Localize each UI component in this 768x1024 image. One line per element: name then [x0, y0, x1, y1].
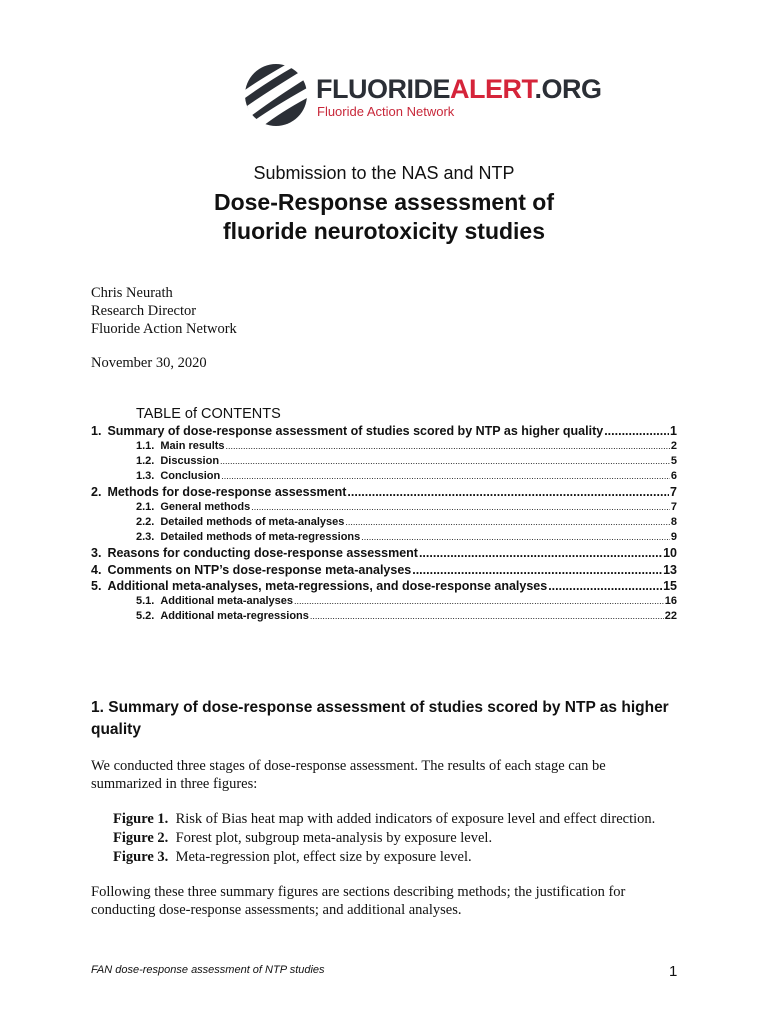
- toc-entry-title: Additional meta-regressions: [160, 609, 309, 622]
- logo-name-part1: FLUORIDE: [316, 74, 450, 104]
- toc-dot-leader: [419, 546, 662, 560]
- toc-entry-title: Additional meta-analyses: [160, 594, 294, 607]
- logo-tagline: Fluoride Action Network: [317, 104, 455, 119]
- fluoride-alert-logo-icon: [245, 62, 307, 128]
- fluoridealert-logo: [245, 62, 602, 128]
- toc-entry-page: 13: [663, 562, 677, 577]
- toc-entry-title: Conclusion: [160, 470, 221, 483]
- toc-entry[interactable]: [91, 440, 677, 455]
- toc-dot-leader: [310, 610, 664, 622]
- author-organization: Fluoride Action Network: [91, 321, 237, 337]
- toc-entry-number: 2.3.: [136, 531, 155, 544]
- figure-label: Figure 2.: [113, 830, 169, 846]
- toc-entry[interactable]: [91, 610, 677, 625]
- toc-entry-title: Detailed methods of meta-analyses: [160, 516, 345, 529]
- toc-dot-leader: [220, 455, 670, 467]
- toc-entry[interactable]: [91, 579, 677, 595]
- title-line-2: fluoride neurotoxicity studies: [222, 218, 546, 244]
- toc-entry-number: 1.1.: [136, 440, 155, 453]
- toc-entry-title: Reasons for conducting dose-response assessment: [107, 546, 418, 561]
- figure-label: Figure 3.: [113, 849, 169, 865]
- toc-entry[interactable]: [91, 424, 677, 440]
- toc-entry-title: Summary of dose-response assessment of studies scored by NTP as higher quality: [107, 424, 604, 438]
- page-number: 1: [669, 963, 678, 980]
- toc-entry-page: 5: [670, 455, 677, 468]
- document-title: [0, 188, 768, 246]
- toc-entry-number: 4.: [91, 562, 102, 577]
- toc-entry-page: 7: [670, 485, 677, 500]
- toc-entry[interactable]: [91, 516, 677, 531]
- toc-dot-leader: [412, 563, 662, 577]
- toc-entry-number: 5.2.: [136, 609, 155, 622]
- toc-entry-number: 2.1.: [136, 501, 155, 514]
- toc-entry-title: Comments on NTP’s dose-response meta-analyses: [107, 562, 412, 577]
- toc-entry-number: 2.2.: [136, 516, 155, 529]
- toc-entry-number: 2.: [91, 485, 102, 500]
- document-date: November 30, 2020: [91, 355, 207, 371]
- toc-dot-leader: [604, 424, 669, 438]
- toc-dot-leader: [548, 579, 662, 593]
- toc-entry-number: 3.: [91, 546, 102, 561]
- paragraph: Following these three summary figures are sections describing methods; the justification for conducting dose-response assessments; and additional analyses.: [91, 884, 626, 918]
- table-of-contents: [91, 424, 677, 625]
- toc-entry-page: 15: [663, 578, 677, 593]
- toc-entry-title: Discussion: [160, 455, 220, 468]
- toc-entry-page: 9: [670, 531, 677, 544]
- toc-heading: TABLE of CONTENTS: [136, 406, 281, 422]
- toc-entry-page: 16: [664, 594, 677, 607]
- figure-text: Meta-regression plot, effect size by exposure level.: [175, 849, 472, 865]
- toc-dot-leader: [345, 516, 670, 528]
- figure-item: [113, 810, 655, 829]
- toc-entry-title: Detailed methods of meta-regressions: [160, 531, 361, 544]
- toc-entry[interactable]: [91, 563, 677, 579]
- toc-entry[interactable]: [91, 531, 677, 546]
- toc-entry[interactable]: [91, 501, 677, 516]
- toc-entry-page: 10: [663, 546, 677, 561]
- toc-entry-page: 7: [670, 501, 677, 514]
- toc-entry-title: Additional meta-analyses, meta-regressions, and dose-response analyses: [107, 578, 548, 593]
- toc-entry-page: 22: [664, 609, 677, 622]
- toc-entry-page: 8: [670, 516, 677, 529]
- toc-entry-number: 1.3.: [136, 470, 155, 483]
- toc-dot-leader: [294, 595, 664, 607]
- section-heading: 1. Summary of dose-response assessment of studies scored by NTP as higher quality: [91, 699, 669, 738]
- toc-entry[interactable]: [91, 470, 677, 485]
- toc-entry[interactable]: [91, 595, 677, 610]
- toc-dot-leader: [226, 440, 670, 452]
- logo-name-part3: .ORG: [534, 74, 602, 104]
- figure-text: Risk of Bias heat map with added indicators of exposure level and effect direction.: [175, 811, 656, 827]
- toc-entry-page: 6: [670, 470, 677, 483]
- logo-name-part2: ALERT: [450, 74, 535, 104]
- toc-entry[interactable]: [91, 546, 677, 562]
- toc-entry-number: 5.: [91, 578, 102, 593]
- figure-item: [113, 848, 655, 867]
- toc-dot-leader: [361, 531, 670, 543]
- author-role: Research Director: [91, 303, 197, 319]
- figure-label: Figure 1.: [113, 811, 169, 827]
- toc-entry[interactable]: [91, 485, 677, 501]
- paragraph: We conducted three stages of dose-response assessment. The results of each stage can be summarized in three figures:: [91, 758, 606, 792]
- toc-entry-number: 5.1.: [136, 594, 155, 607]
- author-block: [91, 284, 237, 338]
- toc-entry-page: 1: [670, 424, 677, 438]
- toc-entry-title: General methods: [160, 501, 251, 514]
- toc-dot-leader: [347, 485, 669, 499]
- footer-text: FAN dose-response assessment of NTP studies: [91, 964, 325, 976]
- author-name: Chris Neurath: [91, 285, 173, 301]
- toc-entry-title: Methods for dose-response assessment: [107, 485, 347, 500]
- toc-entry-number: 1.2.: [136, 455, 155, 468]
- toc-entry-page: 2: [670, 440, 677, 453]
- toc-dot-leader: [251, 501, 670, 513]
- logo-wordmark: [316, 74, 602, 104]
- toc-entry-number: 1.: [91, 424, 102, 438]
- figure-list: [113, 810, 655, 867]
- toc-entry-title: Main results: [160, 440, 225, 453]
- figure-text: Forest plot, subgroup meta-analysis by exposure level.: [175, 830, 493, 846]
- title-line-1: Dose-Response assessment of: [213, 189, 554, 215]
- toc-entry[interactable]: [91, 455, 677, 470]
- toc-dot-leader: [221, 470, 670, 482]
- document-subtitle: Submission to the NAS and NTP: [253, 163, 515, 183]
- figure-item: [113, 829, 655, 848]
